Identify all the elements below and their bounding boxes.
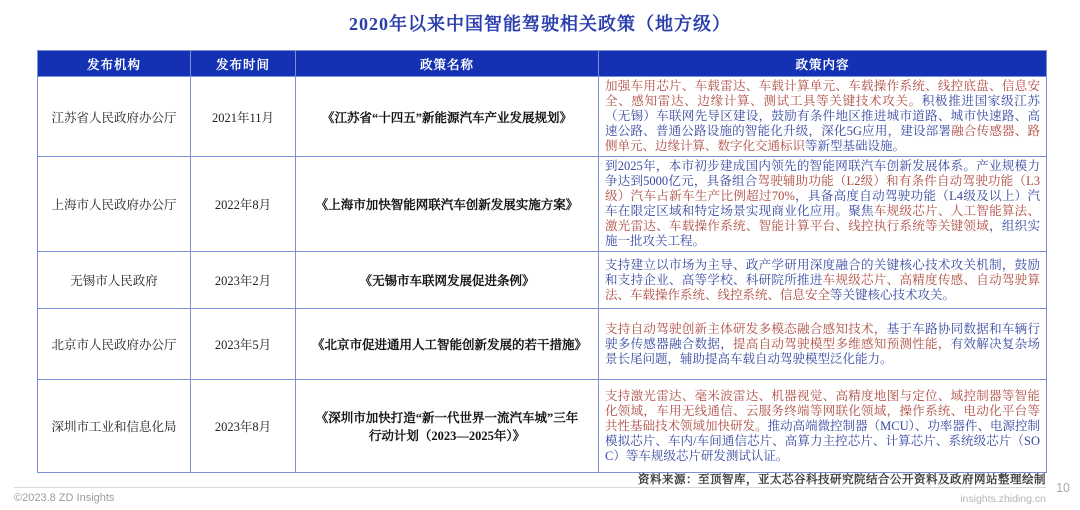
date-cell: 2021年11月 bbox=[191, 77, 296, 157]
page-number: 10 bbox=[1056, 481, 1070, 495]
page-title: 2020年以来中国智能驾驶相关政策（地方级） bbox=[349, 14, 731, 34]
content-segment: 提高自动驾驶模型多维感知预测性能， bbox=[733, 336, 951, 351]
content-segment: 有效解决复杂场景长尾问题，辅助提高车载自动驾驶模型泛化能力。 bbox=[605, 336, 1040, 366]
table-header-row bbox=[38, 51, 1047, 77]
header-policy-content: 政策内容 bbox=[599, 51, 1047, 77]
policy-table bbox=[37, 50, 1047, 473]
content-segment: 融合传感器、路侧单元、边缘计算、数字化交通标识 bbox=[605, 124, 1040, 153]
data-source-note: 资料来源：至顶智库，亚太芯谷科技研究院结合公开资料及政府网站整理绘制 bbox=[638, 474, 1046, 486]
header-date: 发布时间 bbox=[191, 51, 296, 77]
policy-content-cell bbox=[599, 77, 1047, 157]
copyright-label: ©2023.8 ZD Insights bbox=[14, 492, 115, 504]
content-segment: 驾驶辅助功能（L2级）和有条件自动驾驶功能（L3级）汽车占新车生产比例超过70% bbox=[605, 174, 1040, 203]
table-row bbox=[38, 77, 1047, 157]
agency-cell: 上海市人民政府办公厅 bbox=[38, 157, 191, 252]
agency-cell: 北京市人民政府办公厅 bbox=[38, 309, 191, 380]
content-segment: 推动高端微控制器（MCU）、功率器件、电源控制模拟芯片、车内/车间通信芯片、高算力主控芯片、计算芯片、系统级芯片（SOC）等车规级芯片研发测试认证。 bbox=[605, 418, 1040, 463]
agency-cell: 无锡市人民政府 bbox=[38, 252, 191, 309]
content-segment: 车规级芯片、人工智能算法、激光雷达、车载操作系统、智能计算平台、线控执行系统等关键领域 bbox=[605, 204, 1040, 233]
content-segment: 积极推进国家级江苏（无锡）车联网先导区建设，鼓励有条件地区推进城市道路、城市快速路、高速公路、普通公路设施的智能化升级，深化5G应用，建设部署 bbox=[605, 94, 1040, 138]
policy-content-cell bbox=[599, 252, 1047, 309]
policy-content-cell bbox=[599, 380, 1047, 473]
header-policy-name: 政策名称 bbox=[296, 51, 599, 77]
policy-name-cell: 《无锡市车联网发展促进条例》 bbox=[296, 252, 599, 309]
content-segment: 到2025年，本市初步建成国内领先的智能网联汽车创新发展体系。产业规模力争达到5000亿元，具备组合 bbox=[605, 159, 1040, 188]
date-cell: 2023年2月 bbox=[191, 252, 296, 309]
content-segment: 车规级芯片、高精度传感、自动驾驶算法、车载操作系统、线控系统、信息安全 bbox=[605, 272, 1040, 302]
policy-name-cell: 《深圳市加快打造“新一代世界一流汽车城”三年行动计划（2023—2025年）》 bbox=[296, 380, 599, 473]
content-segment: 等新型基础设施。 bbox=[805, 139, 906, 153]
content-segment: 支持激光雷达、毫米波雷达、机器视觉、高精度地图与定位、域控制器等智能化领域，车用无线通信、云服务终端等网联化领域，操作系统、电动化平台等共性基础技术领域加快研发。 bbox=[605, 388, 1040, 433]
agency-cell: 江苏省人民政府办公厅 bbox=[38, 77, 191, 157]
header-agency: 发布机构 bbox=[38, 51, 191, 77]
content-segment: 支持建立以市场为主导、政产学研用深度融合的关键核心技术攻关机制，鼓励和支持企业、高等学校、科研院所推进 bbox=[605, 257, 1040, 287]
date-cell: 2022年8月 bbox=[191, 157, 296, 252]
policy-name-cell: 《上海市加快智能网联汽车创新发展实施方案》 bbox=[296, 157, 599, 252]
policy-name-cell: 《北京市促进通用人工智能创新发展的若干措施》 bbox=[296, 309, 599, 380]
table-row bbox=[38, 380, 1047, 473]
footer-divider bbox=[14, 487, 1046, 488]
table-row bbox=[38, 157, 1047, 252]
site-url: insights.zhiding.cn bbox=[960, 493, 1046, 505]
policy-name-cell: 《江苏省“十四五”新能源汽车产业发展规划》 bbox=[296, 77, 599, 157]
table-row bbox=[38, 309, 1047, 380]
agency-cell: 深圳市工业和信息化局 bbox=[38, 380, 191, 473]
content-segment: 等关键核心技术攻关。 bbox=[830, 287, 956, 302]
date-cell: 2023年5月 bbox=[191, 309, 296, 380]
content-segment: 基于车路协同数据和车辆行驶多传感器融合数据， bbox=[605, 321, 1040, 351]
policy-content-cell bbox=[599, 309, 1047, 380]
content-segment: ，组织实施一批攻关工程。 bbox=[605, 219, 1040, 248]
content-segment: 加强车用芯片、车载雷达、车载计算单元、车载操作系统、线控底盘、信息安全、感知雷达、边缘计算、测试工具等关键技术攻关。 bbox=[605, 79, 1040, 108]
content-segment: ，具备高度自动驾驶功能（L4级及以上）汽车在限定区域和特定场景实现商业化应用。聚焦 bbox=[605, 189, 1040, 218]
policy-content-cell bbox=[599, 157, 1047, 252]
table-row bbox=[38, 252, 1047, 309]
date-cell: 2023年8月 bbox=[191, 380, 296, 473]
content-segment: 支持自动驾驶创新主体研发多模态融合感知技术， bbox=[605, 321, 887, 336]
